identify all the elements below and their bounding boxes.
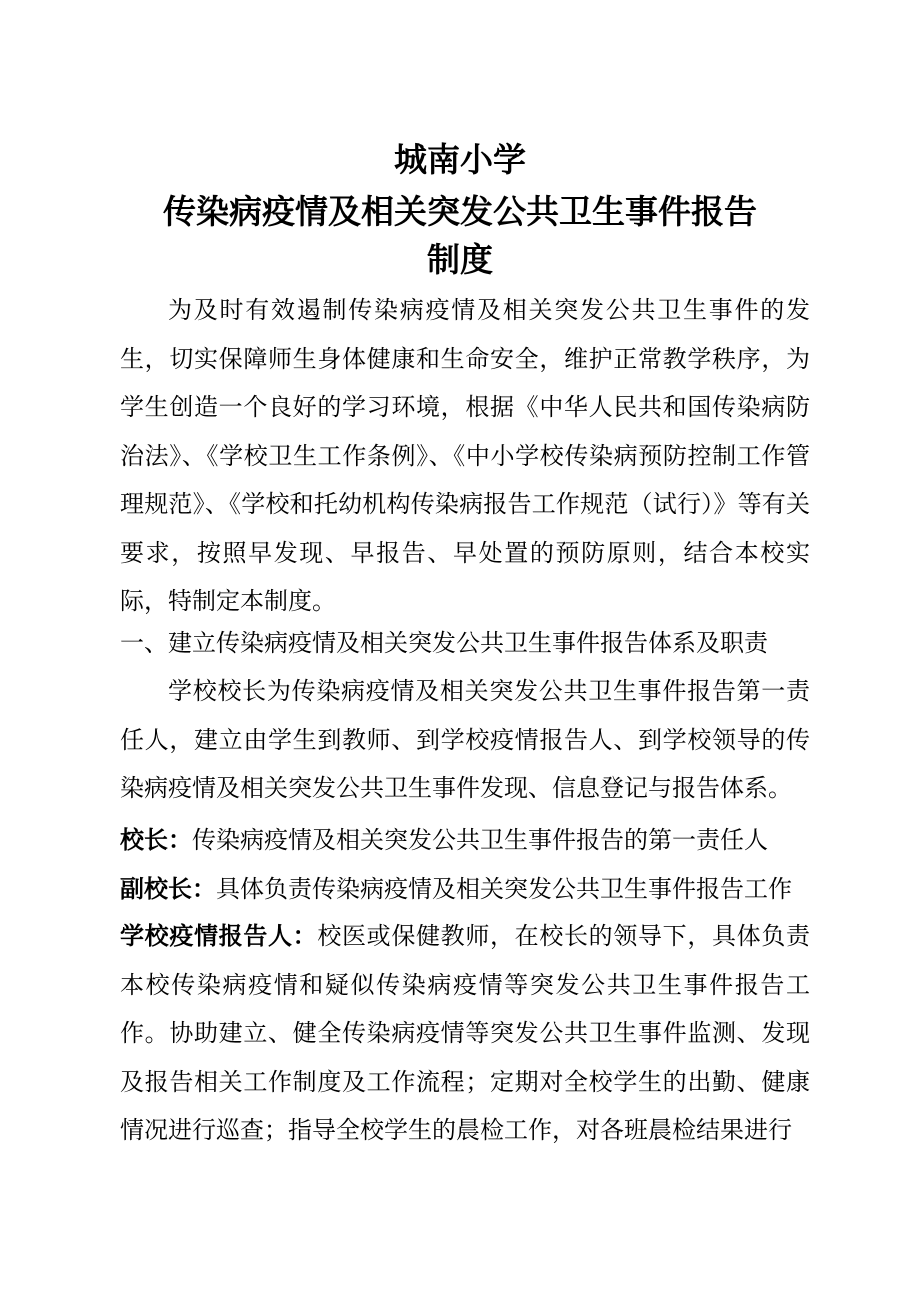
section-1-paragraph: 学校校长为传染病疫情及相关突发公共卫生事件报告第一责任人，建立由学生到教师、到学校疫情报告人、到学校领导的传染病疫情及相关突发公共卫生事件发现、信息登记与报告体系。 — [120, 677, 810, 802]
role-vice-label: 副校长： — [120, 875, 216, 903]
document-title-suffix: 制度 — [427, 240, 493, 279]
role-principal — [120, 816, 810, 865]
role-reporter-label: 学校疫情报告人： — [120, 922, 318, 950]
role-principal-text: 传染病疫情及相关突发公共卫生事件报告的第一责任人 — [192, 826, 768, 854]
role-reporter-text: 校医或保健教师，在校长的领导下，具体负责本校传染病疫情和疑似传染病疫情等突发公共卫生事件报告工作。协助建立、健全传染病疫情等突发公共卫生事件监测、发现及报告相关工作制度及工作流程；定期对全校学生的出勤、健康情况进行巡查；指导全校学生的晨检工作，对各班晨检结果进行 — [120, 922, 811, 1144]
role-reporter — [120, 912, 810, 1155]
school-name-title: 城南小学 — [394, 140, 526, 179]
document-title: 传染病疫情及相关突发公共卫生事件报告 — [163, 192, 757, 231]
intro-paragraph: 为及时有效遏制传染病疫情及相关突发公共卫生事件的发生，切实保障师生身体健康和生命安全，维护正常教学秩序，为学生创造一个良好的学习环境，根据《中华人民共和国传染病防治法》、《学校卫生工作条例》、《中小学校传染病预防控制工作管理规范》、《学校和托幼机构传染病报告工作规范（试行）》等有关要求，按照早发现、早报告、早处置的预防原则，结合本校实际，特制定本制度。 — [120, 296, 810, 615]
role-vice-principal — [120, 865, 810, 914]
role-principal-label: 校长： — [120, 826, 192, 854]
role-vice-text: 具体负责传染病疫情及相关突发公共卫生事件报告工作 — [216, 875, 792, 903]
section-1-heading: 一、建立传染病疫情及相关突发公共卫生事件报告体系及职责 — [120, 629, 768, 657]
